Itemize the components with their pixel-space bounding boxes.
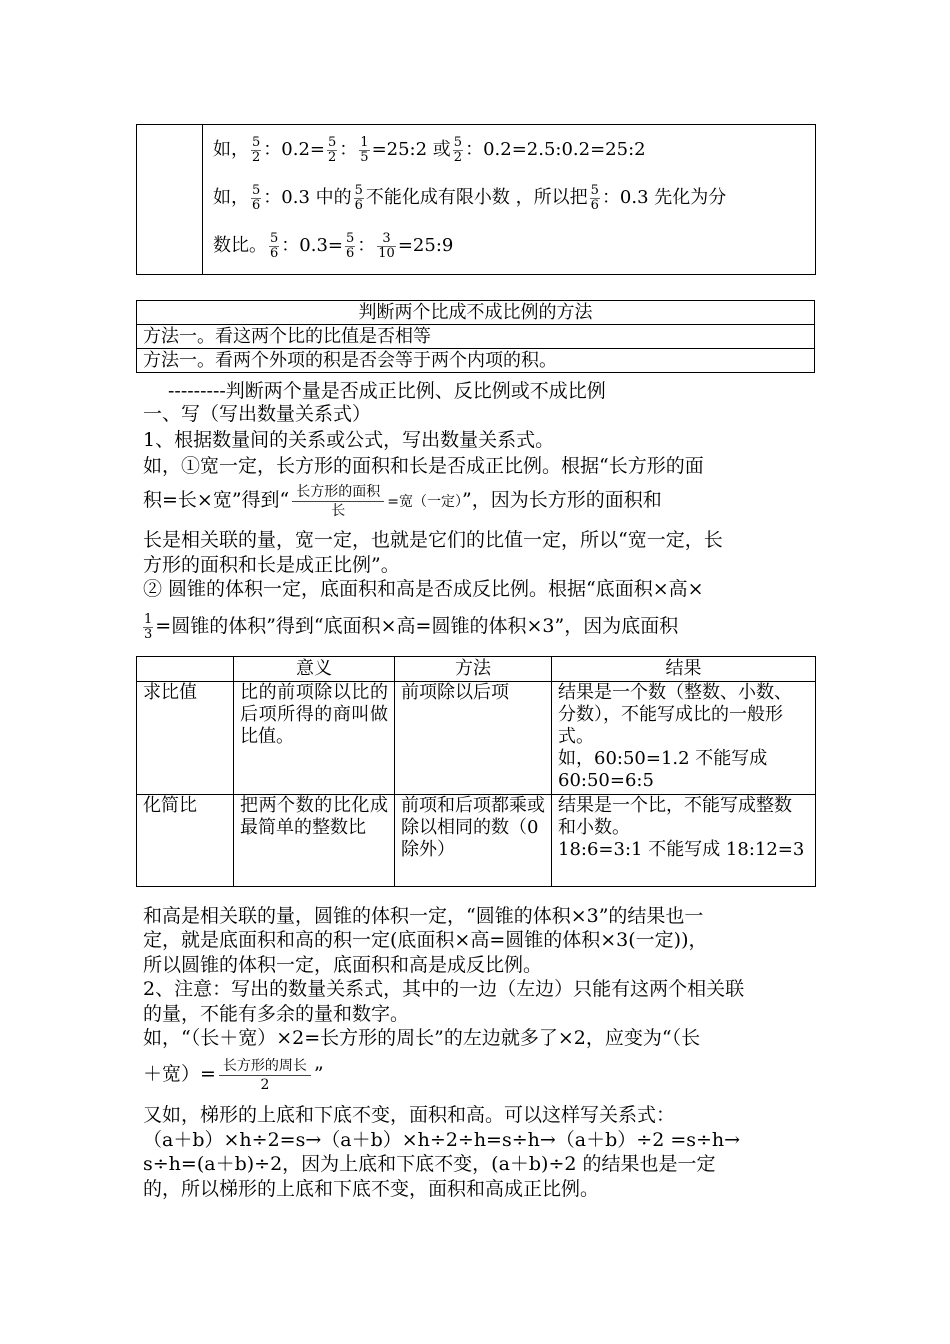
paragraph: 如，“（长＋宽）×2=长方形的周长”的左边就多了×2，应变为“（长: [143, 1027, 701, 1049]
fraction: $\frac{5}{2}$: [453, 134, 463, 165]
section-title: ---------判断两个量是否成正比例、反比例或不成比例: [168, 380, 606, 402]
table-row: [137, 682, 816, 795]
row-meaning: 把两个数的比化成最简单的整数比: [234, 795, 395, 887]
fraction: 长方形的周长 2: [219, 1057, 311, 1094]
table-row: [137, 795, 816, 887]
example-box: [136, 124, 816, 275]
fraction: $\frac{5}{6}$: [346, 230, 355, 261]
paragraph: 定，就是底面积和高的积一定(底面积×高=圆锥的体积×3(一定))，: [143, 929, 708, 951]
compare-table: [136, 656, 816, 887]
row-name: 求比值: [137, 682, 234, 795]
row-method: 前项除以后项: [395, 682, 552, 795]
paragraph: ② 圆锥的体积一定，底面积和高是否成反比例。根据“底面积×高×: [143, 578, 704, 600]
paragraph: 2、注意：写出的数量关系式，其中的一边（左边）只能有这两个相关联: [143, 978, 745, 1000]
table-header: 结果: [552, 657, 816, 682]
fraction: $\frac{1}{3}$: [144, 611, 153, 642]
example-line-1: 如， $\frac{5}{2}$ ：0.2= $\frac{5}{2}$ ： $\frac{1}{5}$ =25:2 或 $\frac{5}{2}$ ：0.2=2.5:0.2=25:2: [213, 134, 646, 165]
table-header: 意义: [234, 657, 395, 682]
fraction: $\frac{5}{6}$: [270, 230, 279, 261]
fraction: $\frac{1}{5}$: [360, 134, 369, 165]
row-name: 化简比: [137, 795, 234, 887]
row-result: 结果是一个数（整数、小数、分数），不能写成比的一般形式。 如，60:50=1.2 不能写成 60:50=6:5: [552, 682, 816, 795]
paragraph: s÷h=(a＋b)÷2，因为上底和下底不变，(a＋b)÷2 的结果也是一定: [143, 1153, 716, 1175]
paragraph: ＋宽）= 长方形的周长 2 ”: [143, 1057, 324, 1093]
paragraph: 1、根据数量间的关系或公式，写出数量关系式。: [143, 429, 555, 451]
paragraph: 方形的面积和长是成正比例”。: [143, 554, 400, 576]
paragraph: 积=长×宽”得到“ 长方形的面积 长 =宽（一定）”，因为长方形的面积和: [143, 483, 662, 519]
paragraph: 所以圆锥的体积一定，底面积和高是成反比例。: [143, 954, 543, 976]
method-row: 方法一。看这两个比的比值是否相等: [137, 325, 815, 349]
paragraph: 的量，不能有多余的量和数字。: [143, 1003, 410, 1025]
row-result: 结果是一个比，不能写成整数和小数。 18:6=3:1 不能写成 18:12=3: [552, 795, 816, 887]
fraction: $\frac{5}{6}$: [354, 182, 363, 213]
row-meaning: 比的前项除以比的后项所得的商叫做比值。: [234, 682, 395, 795]
paragraph: 的，所以梯形的上底和下底不变，面积和高成正比例。: [143, 1178, 600, 1200]
fraction: $\frac{5}{2}$: [328, 134, 337, 165]
paragraph: 和高是相关联的量，圆锥的体积一定，“圆锥的体积×3”的结果也一: [143, 905, 704, 927]
fraction: $\frac{5}{2}$: [252, 134, 261, 165]
fraction: $\frac{5}{6}$: [252, 182, 261, 213]
fraction: 长方形的面积 长: [292, 483, 384, 520]
fraction: $\frac{3}{10}$: [378, 230, 395, 261]
paragraph: 长是相关联的量，宽一定，也就是它们的比值一定，所以“宽一定，长: [143, 529, 723, 551]
row-method: 前项和后项都乘或除以相同的数（0 除外）: [395, 795, 552, 887]
paragraph: 又如，梯形的上底和下底不变，面积和高。可以这样写关系式：: [143, 1104, 676, 1126]
method-table: [136, 300, 815, 373]
paragraph: 如，①宽一定，长方形的面积和长是否成正比例。根据“长方形的面: [143, 455, 704, 477]
method-row: 方法一。看两个外项的积是否会等于两个内项的积。: [137, 349, 815, 373]
table-header: [137, 657, 234, 682]
example-line-2: 如， $\frac{5}{6}$ ：0.3 中的 $\frac{5}{6}$ 不能化成有限小数 ，所以把 $\frac{5}{6}$ ：0.3 先化为分: [213, 182, 727, 213]
heading-write: 一、写（写出数量关系式）: [143, 403, 372, 425]
paragraph: $\frac{1}{3}$ =圆锥的体积”得到“底面积×高=圆锥的体积×3”，因为底面积: [144, 611, 679, 642]
method-table-header: 判断两个比成不成比例的方法: [137, 301, 815, 325]
example-box-divider: [202, 125, 203, 274]
paragraph: （a＋b）×h÷2=s→（a＋b）×h÷2÷h=s÷h→（a＋b）÷2 =s÷h→: [143, 1129, 741, 1151]
table-header: 方法: [395, 657, 552, 682]
fraction: $\frac{5}{6}$: [590, 182, 599, 213]
example-line-3: 数比。 $\frac{5}{6}$ ：0.3= $\frac{5}{6}$ ： $\frac{3}{10}$ =25:9: [213, 230, 454, 261]
